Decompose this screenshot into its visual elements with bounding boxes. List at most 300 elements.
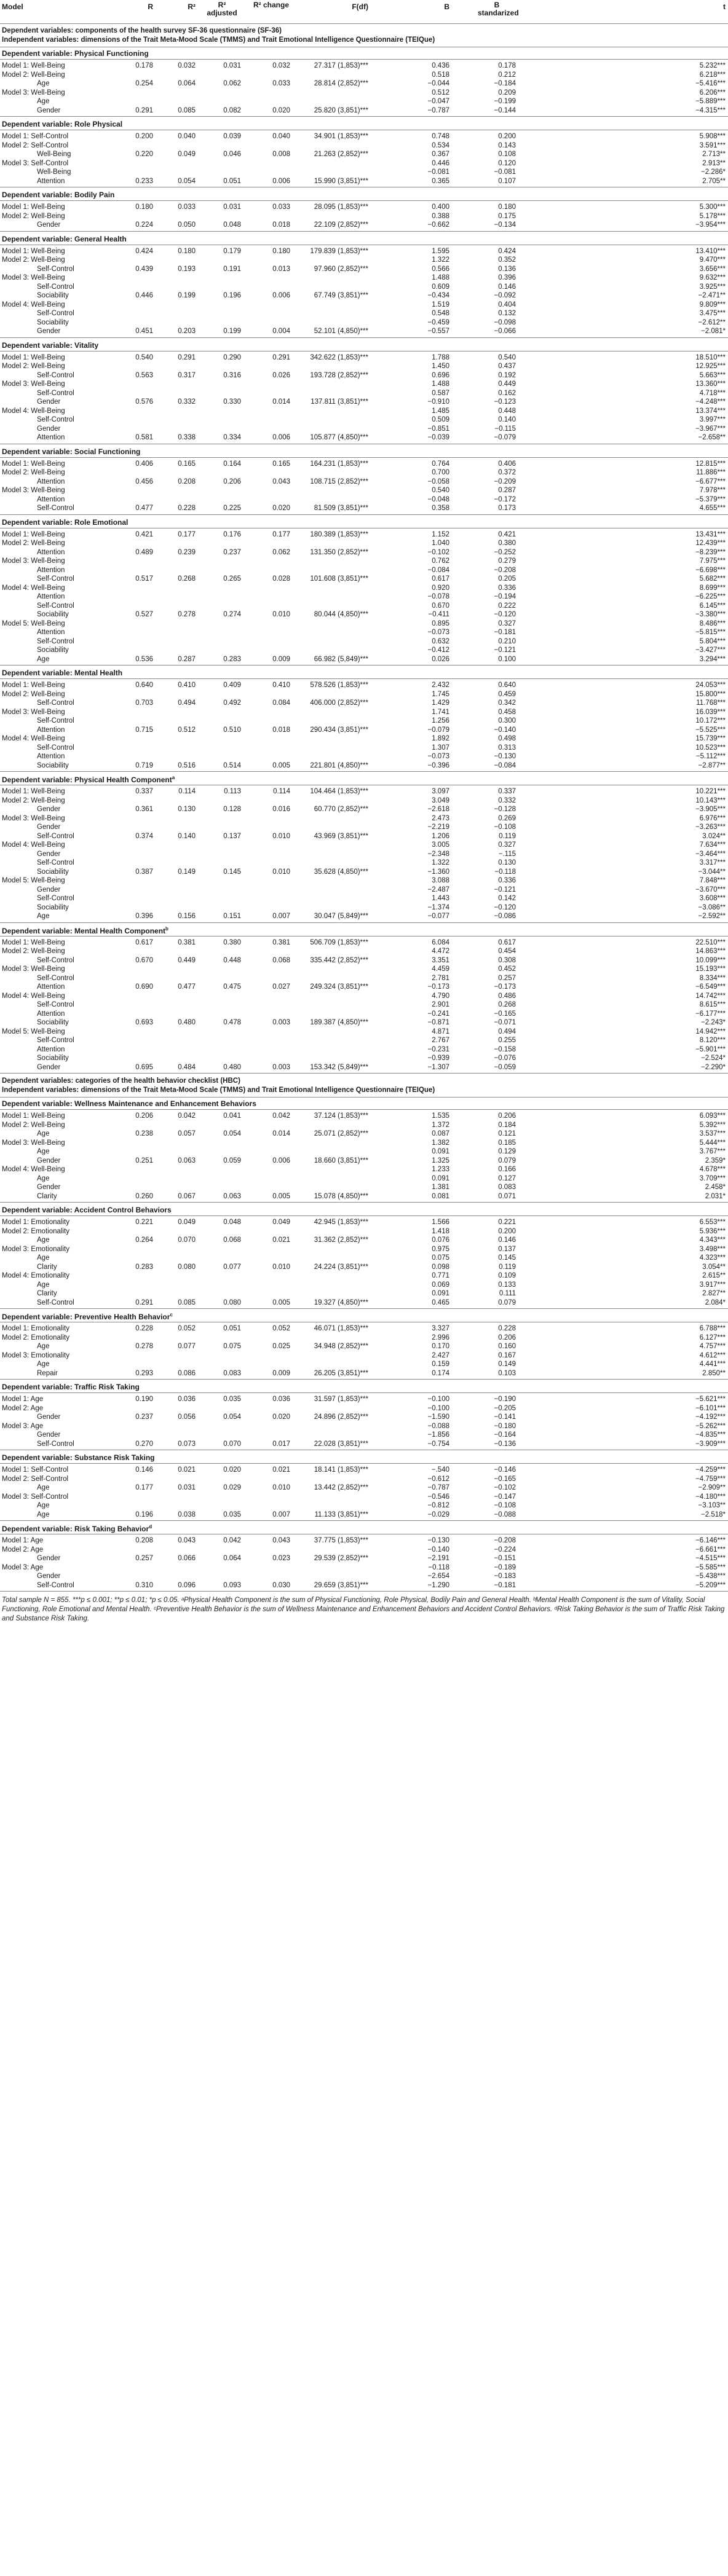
dependent-variable-label bbox=[2, 447, 140, 456]
dependent-variable-text: Dependent variable: Vitality bbox=[2, 340, 99, 350]
cell-value: −5.209*** bbox=[695, 1581, 726, 1589]
cell-value: 0.111 bbox=[499, 1290, 516, 1297]
cell-value: 5.936*** bbox=[699, 1227, 726, 1235]
cell-value: 0.032 bbox=[178, 62, 196, 69]
cell-value: 0.143 bbox=[498, 141, 516, 149]
cell-value: −3.905*** bbox=[695, 806, 726, 813]
cell-value: −0.076 bbox=[494, 1054, 516, 1062]
cell-value: −0.411 bbox=[428, 611, 449, 618]
cell-value: 1.566 bbox=[432, 1219, 449, 1226]
cell-value: 8.615*** bbox=[699, 1001, 726, 1008]
cell-value: 0.166 bbox=[498, 1166, 516, 1173]
cell-value: 0.563 bbox=[135, 371, 153, 379]
cell-value: 0.162 bbox=[498, 389, 516, 397]
cell-value: 153.342 (5,849)*** bbox=[310, 1063, 368, 1071]
row-label: Age bbox=[37, 655, 50, 663]
cell-value: 0.070 bbox=[178, 1236, 196, 1244]
cell-value: 0.010 bbox=[272, 832, 290, 840]
cell-value: 0.145 bbox=[498, 1254, 516, 1262]
dependent-variable-label bbox=[2, 518, 128, 527]
row-label: Model 3: Age bbox=[2, 1422, 44, 1430]
cell-value: 12.815*** bbox=[695, 460, 726, 468]
cell-value: 0.380 bbox=[498, 540, 516, 547]
cell-value: −0.059 bbox=[494, 1063, 516, 1071]
cell-value: −4.315*** bbox=[695, 106, 726, 114]
cell-value: 22.109 (2,852)*** bbox=[314, 221, 368, 229]
cell-value: 0.199 bbox=[223, 328, 241, 335]
cell-value: 0.268 bbox=[178, 575, 196, 583]
cell-value: 0.224 bbox=[135, 221, 153, 229]
row-label: Model 2: Emotionality bbox=[2, 1333, 69, 1341]
cell-value: 0.617 bbox=[432, 575, 449, 583]
dependent-variable-label bbox=[2, 120, 122, 128]
header-cell: B bbox=[444, 2, 449, 11]
cell-value: −2.877** bbox=[698, 761, 726, 769]
cell-value: 0.033 bbox=[272, 80, 290, 87]
rule-line bbox=[0, 1109, 728, 1110]
cell-value: −0.079 bbox=[427, 726, 449, 734]
cell-value: 0.137 bbox=[498, 1245, 516, 1253]
row-label: Model 4: Well-Being bbox=[2, 992, 65, 1000]
cell-value: 2.850** bbox=[702, 1369, 726, 1377]
cell-value: 0.009 bbox=[272, 655, 290, 663]
cell-value: 0.020 bbox=[272, 1413, 290, 1421]
cell-value: −0.812 bbox=[427, 1502, 449, 1509]
cell-value: 15.800*** bbox=[695, 690, 726, 698]
cell-value: 0.057 bbox=[178, 1130, 196, 1137]
row-label: Attention bbox=[37, 434, 65, 441]
cell-value: 0.257 bbox=[498, 974, 516, 982]
cell-value: −0.130 bbox=[427, 1537, 449, 1544]
cell-value: −8.239*** bbox=[695, 548, 726, 556]
row-label: Model 3: Well-Being bbox=[2, 274, 65, 281]
cell-value: 189.387 (4,850)*** bbox=[310, 1019, 368, 1026]
row-label: Model 1: Well-Being bbox=[2, 203, 65, 211]
row-label: Gender bbox=[37, 1063, 61, 1071]
cell-value: 11.133 (3,851)*** bbox=[314, 1510, 368, 1518]
rule-line bbox=[0, 771, 728, 772]
cell-value: 0.068 bbox=[223, 1236, 241, 1244]
row-label: Model 2: Well-Being bbox=[2, 1121, 65, 1129]
cell-value: −3.103** bbox=[698, 1502, 726, 1509]
cell-value: −4.259*** bbox=[695, 1466, 726, 1474]
cell-value: 0.041 bbox=[223, 1112, 241, 1120]
cell-value: 0.109 bbox=[498, 1272, 516, 1279]
row-label: Gender bbox=[37, 398, 61, 406]
row-label: Self-Control bbox=[37, 1037, 74, 1044]
dependent-variable-label bbox=[2, 1206, 172, 1214]
cell-value: −0.208 bbox=[494, 566, 516, 574]
cell-value: 0.083 bbox=[498, 1184, 516, 1191]
cell-value: 15.990 (3,851)*** bbox=[314, 177, 368, 185]
cell-value: 0.136 bbox=[498, 265, 516, 273]
cell-value: 4.441*** bbox=[699, 1361, 726, 1368]
cell-value: 0.054 bbox=[223, 1130, 241, 1137]
rule-line bbox=[0, 1591, 728, 1592]
cell-value: −1.307 bbox=[427, 1063, 449, 1071]
cell-value: 0.005 bbox=[272, 1192, 290, 1200]
cell-value: 0.035 bbox=[223, 1396, 241, 1403]
cell-value: 2.427 bbox=[432, 1351, 449, 1359]
cell-value: 5.444*** bbox=[699, 1139, 726, 1147]
cell-value: −5.889*** bbox=[695, 98, 726, 105]
cell-value: 0.075 bbox=[432, 1254, 449, 1262]
cell-value: −0.047 bbox=[427, 98, 449, 105]
cell-value: 14.863*** bbox=[695, 948, 726, 955]
cell-value: −2.592** bbox=[698, 913, 726, 920]
cell-value: −0.084 bbox=[427, 566, 449, 574]
cell-value: 0.715 bbox=[135, 726, 153, 734]
cell-value: 0.764 bbox=[432, 460, 449, 468]
cell-value: 0.287 bbox=[178, 655, 196, 663]
cell-value: −0.140 bbox=[427, 1545, 449, 1553]
cell-value: 0.108 bbox=[498, 151, 516, 158]
cell-value: 0.536 bbox=[135, 655, 153, 663]
row-label: Model 3: Well-Being bbox=[2, 1139, 65, 1147]
cell-value: −1.590 bbox=[427, 1413, 449, 1421]
cell-value: 0.006 bbox=[272, 292, 290, 299]
cell-value: −0.081 bbox=[427, 168, 449, 176]
cell-value: 0.120 bbox=[498, 159, 516, 167]
cell-value: 13.410*** bbox=[695, 247, 726, 255]
cell-value: 0.527 bbox=[135, 611, 153, 618]
row-label: Attention bbox=[37, 566, 65, 574]
row-label: Model 3: Well-Being bbox=[2, 965, 65, 973]
row-label: Model 1: Age bbox=[2, 1537, 44, 1544]
cell-value: −0.077 bbox=[427, 913, 449, 920]
cell-value: 5.392*** bbox=[699, 1121, 726, 1129]
row-label: Model 2: Emotionality bbox=[2, 1227, 69, 1235]
cell-value: 0.451 bbox=[135, 328, 153, 335]
row-label: Model 2: Well-Being bbox=[2, 796, 65, 804]
cell-value: 3.088 bbox=[432, 877, 449, 884]
row-label: Gender bbox=[37, 886, 61, 893]
row-label: Self-Control bbox=[37, 283, 74, 291]
cell-value: 16.039*** bbox=[695, 708, 726, 716]
cell-value: 0.265 bbox=[223, 575, 241, 583]
cell-value: 97.960 (2,852)*** bbox=[314, 265, 368, 273]
cell-value: −0.136 bbox=[494, 1440, 516, 1448]
cell-value: 0.381 bbox=[272, 938, 290, 946]
cell-value: −0.546 bbox=[427, 1493, 449, 1501]
cell-value: 0.164 bbox=[223, 460, 241, 468]
cell-value: 2.901 bbox=[432, 1001, 449, 1008]
cell-value: 0.038 bbox=[178, 1510, 196, 1518]
cell-value: 31.597 (1,853)*** bbox=[314, 1396, 368, 1403]
cell-value: 4.790 bbox=[432, 992, 449, 1000]
cell-value: 0.032 bbox=[272, 62, 290, 69]
row-label: Age bbox=[37, 1484, 50, 1491]
cell-value: −0.121 bbox=[494, 646, 516, 654]
cell-value: −0.098 bbox=[494, 318, 516, 326]
cell-value: 0.192 bbox=[498, 371, 516, 379]
cell-value: −0.871 bbox=[427, 1019, 449, 1026]
cell-value: 0.076 bbox=[432, 1236, 449, 1244]
cell-value: −0.118 bbox=[494, 868, 516, 876]
cell-value: 0.205 bbox=[498, 575, 516, 583]
row-label: Attention bbox=[37, 1010, 65, 1018]
row-label: Self-Control bbox=[37, 1001, 74, 1008]
cell-value: 0.177 bbox=[178, 530, 196, 538]
row-label: Gender bbox=[37, 328, 61, 335]
cell-value: 0.018 bbox=[272, 726, 290, 734]
cell-value: 0.771 bbox=[432, 1272, 449, 1279]
row-label: Self-Control bbox=[37, 699, 74, 707]
header-cell: R bbox=[148, 2, 153, 11]
cell-value: 0.477 bbox=[178, 983, 196, 991]
row-label: Model 4: Well-Being bbox=[2, 407, 65, 415]
cell-value: 2.031* bbox=[705, 1192, 726, 1200]
cell-value: −1.856 bbox=[427, 1431, 449, 1439]
cell-value: 0.165 bbox=[178, 460, 196, 468]
cell-value: 0.180 bbox=[498, 203, 516, 211]
row-label: Attention bbox=[37, 548, 65, 556]
cell-value: 578.526 (1,853)*** bbox=[310, 681, 368, 689]
cell-value: 406.000 (2,852)*** bbox=[310, 699, 368, 707]
cell-value: 0.005 bbox=[272, 1298, 290, 1306]
row-label: Attention bbox=[37, 477, 65, 485]
cell-value: 0.337 bbox=[498, 788, 516, 795]
cell-value: 3.097 bbox=[432, 788, 449, 795]
header-cell: t bbox=[723, 2, 726, 11]
row-label: Self-Control bbox=[37, 416, 74, 423]
cell-value: −0.199 bbox=[494, 98, 516, 105]
cell-value: 0.317 bbox=[178, 371, 196, 379]
cell-value: 13.442 (2,852)*** bbox=[314, 1484, 368, 1491]
cell-value: 0.446 bbox=[432, 159, 449, 167]
row-label: Sociability bbox=[37, 1019, 69, 1026]
cell-value: −0.183 bbox=[494, 1573, 516, 1580]
cell-value: 10.143*** bbox=[695, 796, 726, 804]
cell-value: −0.208 bbox=[494, 1537, 516, 1544]
rule-line bbox=[0, 59, 728, 60]
cell-value: 52.101 (4,850)*** bbox=[314, 328, 368, 335]
cell-value: 0.203 bbox=[178, 328, 196, 335]
cell-value: 0.059 bbox=[223, 1156, 241, 1164]
cell-value: 2.781 bbox=[432, 974, 449, 982]
cell-value: 0.251 bbox=[135, 1156, 153, 1164]
cell-value: 0.406 bbox=[135, 460, 153, 468]
cell-value: 0.514 bbox=[223, 761, 241, 769]
cell-value: −0.108 bbox=[494, 1502, 516, 1509]
cell-value: 10.221*** bbox=[695, 788, 726, 795]
cell-value: −2.654 bbox=[427, 1573, 449, 1580]
cell-value: 0.693 bbox=[135, 1019, 153, 1026]
cell-value: 5.682*** bbox=[699, 575, 726, 583]
cell-value: 0.026 bbox=[272, 371, 290, 379]
cell-value: 0.478 bbox=[223, 1019, 241, 1026]
cell-value: 0.361 bbox=[135, 806, 153, 813]
cell-value: 0.085 bbox=[178, 106, 196, 114]
row-label: Model 1: Well-Being bbox=[2, 938, 65, 946]
cell-value: 0.695 bbox=[135, 1063, 153, 1071]
cell-value: 0.975 bbox=[432, 1245, 449, 1253]
row-label: Model 2: Well-Being bbox=[2, 540, 65, 547]
cell-value: 0.035 bbox=[223, 1510, 241, 1518]
cell-value: −0.128 bbox=[494, 806, 516, 813]
cell-value: 0.077 bbox=[223, 1263, 241, 1271]
cell-value: −0.100 bbox=[427, 1404, 449, 1412]
cell-value: 0.458 bbox=[498, 708, 516, 716]
cell-value: −2.524* bbox=[701, 1054, 726, 1062]
row-label: Model 1: Well-Being bbox=[2, 681, 65, 689]
cell-value: 0.437 bbox=[498, 363, 516, 370]
cell-value: 0.010 bbox=[272, 1263, 290, 1271]
cell-value: 0.206 bbox=[498, 1112, 516, 1120]
cell-value: 0.180 bbox=[135, 203, 153, 211]
cell-value: 22.028 (3,851)*** bbox=[314, 1440, 368, 1448]
row-label: Self-Control bbox=[37, 895, 74, 902]
cell-value: 0.372 bbox=[498, 469, 516, 476]
cell-value: 1.325 bbox=[432, 1156, 449, 1164]
cell-value: −0.130 bbox=[494, 753, 516, 760]
cell-value: 0.031 bbox=[223, 62, 241, 69]
rule-line bbox=[0, 1097, 728, 1098]
cell-value: 0.180 bbox=[178, 247, 196, 255]
cell-value: −0.086 bbox=[494, 913, 516, 920]
cell-value: 0.067 bbox=[178, 1192, 196, 1200]
row-label: Self-Control bbox=[37, 389, 74, 397]
cell-value: −6.101*** bbox=[695, 1404, 726, 1412]
cell-value: −0.073 bbox=[427, 629, 449, 636]
cell-value: 0.459 bbox=[498, 690, 516, 698]
cell-value: 0.632 bbox=[432, 637, 449, 645]
row-label: Self-Control bbox=[37, 575, 74, 583]
header-cell: R² adjusted bbox=[207, 1, 237, 17]
cell-value: 0.014 bbox=[272, 398, 290, 406]
row-label: Gender bbox=[37, 823, 61, 831]
row-label: Model 3: Well-Being bbox=[2, 708, 65, 716]
cell-value: 0.049 bbox=[178, 151, 196, 158]
cell-value: 3.925*** bbox=[699, 283, 726, 291]
cell-value: 0.327 bbox=[498, 619, 516, 627]
cell-value: −0.158 bbox=[494, 1045, 516, 1053]
cell-value: 0.696 bbox=[432, 371, 449, 379]
cell-value: 0.220 bbox=[135, 151, 153, 158]
cell-value: 0.052 bbox=[178, 1325, 196, 1332]
cell-value: 0.498 bbox=[498, 735, 516, 742]
cell-value: 0.064 bbox=[178, 80, 196, 87]
cell-value: 0.257 bbox=[135, 1555, 153, 1562]
cell-value: 0.048 bbox=[223, 221, 241, 229]
cell-value: 0.255 bbox=[498, 1037, 516, 1044]
cell-value: −0.231 bbox=[427, 1045, 449, 1053]
row-label: Clarity bbox=[37, 1263, 57, 1271]
cell-value: 6.976*** bbox=[699, 814, 726, 822]
cell-value: 0.008 bbox=[272, 151, 290, 158]
cell-value: −0.120 bbox=[494, 903, 516, 911]
cell-value: 0.184 bbox=[498, 1121, 516, 1129]
cell-value: 0.023 bbox=[272, 1555, 290, 1562]
cell-value: 0.237 bbox=[135, 1413, 153, 1421]
cell-value: 0.424 bbox=[498, 247, 516, 255]
cell-value: 0.151 bbox=[223, 913, 241, 920]
cell-value: 0.010 bbox=[272, 868, 290, 876]
cell-value: 1.488 bbox=[432, 380, 449, 388]
cell-value: 0.133 bbox=[498, 1281, 516, 1289]
cell-value: 0.512 bbox=[178, 726, 196, 734]
rule-line bbox=[0, 1392, 728, 1393]
cell-value: −0.190 bbox=[494, 1396, 516, 1403]
row-label: Model 2: Age bbox=[2, 1545, 44, 1553]
cell-value: 0.617 bbox=[498, 938, 516, 946]
cell-value: 0.119 bbox=[499, 832, 516, 840]
cell-value: 0.489 bbox=[135, 548, 153, 556]
cell-value: 0.129 bbox=[498, 1148, 516, 1155]
cell-value: 0.027 bbox=[272, 983, 290, 991]
cell-value: −5.379*** bbox=[695, 495, 726, 503]
cell-value: 3.294*** bbox=[699, 655, 726, 663]
cell-value: 1.741 bbox=[432, 708, 449, 716]
rule-line bbox=[0, 1463, 728, 1464]
cell-value: 0.062 bbox=[272, 548, 290, 556]
cell-value: −3.427*** bbox=[695, 646, 726, 654]
cell-value: −3.263*** bbox=[695, 823, 726, 831]
cell-value: 1.256 bbox=[432, 717, 449, 724]
section-heading: Independent variables: dimensions of the Trait Meta-Mood Scale (TMMS) and Trait Emotional Intelligence Questionnaire (TEIQue) bbox=[2, 1086, 435, 1094]
cell-value: 0.228 bbox=[135, 1325, 153, 1332]
cell-value: 0.177 bbox=[135, 1484, 153, 1491]
cell-value: 0.159 bbox=[432, 1361, 449, 1368]
cell-value: 12.925*** bbox=[695, 363, 726, 370]
row-label: Self-Control bbox=[37, 859, 74, 866]
dependent-variable-text: Dependent variable: Physical Functioning bbox=[2, 49, 149, 58]
cell-value: 0.006 bbox=[272, 177, 290, 185]
cell-value: 0.540 bbox=[135, 353, 153, 361]
cell-value: −0.787 bbox=[427, 106, 449, 114]
cell-value: 0.316 bbox=[223, 371, 241, 379]
row-label: Model 3: Well-Being bbox=[2, 557, 65, 565]
cell-value: 0.049 bbox=[272, 1219, 290, 1226]
cell-value: 3.656*** bbox=[699, 265, 726, 273]
cell-value: 7.634*** bbox=[699, 841, 726, 849]
cell-value: −0.184 bbox=[494, 80, 516, 87]
row-label: Gender bbox=[37, 1156, 61, 1164]
cell-value: 0.279 bbox=[498, 557, 516, 565]
cell-value: 0.254 bbox=[135, 80, 153, 87]
cell-value: −0.108 bbox=[494, 823, 516, 831]
cell-value: 0.004 bbox=[272, 328, 290, 335]
cell-value: 0.367 bbox=[432, 151, 449, 158]
cell-value: 4.459 bbox=[432, 965, 449, 973]
cell-value: 0.146 bbox=[135, 1466, 153, 1474]
cell-value: 0.480 bbox=[223, 1063, 241, 1071]
cell-value: 1.322 bbox=[432, 859, 449, 866]
row-label: Sociability bbox=[37, 646, 69, 654]
cell-value: −4.835*** bbox=[695, 1431, 726, 1439]
row-label: Sociability bbox=[37, 761, 69, 769]
cell-value: 0.703 bbox=[135, 699, 153, 707]
cell-value: −2.219 bbox=[427, 823, 449, 831]
cell-value: 0.278 bbox=[135, 1343, 153, 1350]
cell-value: 0.036 bbox=[272, 1396, 290, 1403]
cell-value: 0.149 bbox=[498, 1361, 516, 1368]
cell-value: 179.839 (1,853)*** bbox=[310, 247, 368, 255]
cell-value: 3.498*** bbox=[699, 1245, 726, 1253]
cell-value: 0.264 bbox=[135, 1236, 153, 1244]
row-label: Sociability bbox=[37, 1054, 69, 1062]
cell-value: −0.088 bbox=[494, 1510, 516, 1518]
dependent-variable-label bbox=[2, 1312, 173, 1321]
row-label: Well-Being bbox=[37, 168, 71, 176]
cell-value: 0.283 bbox=[223, 655, 241, 663]
cell-value: 22.510*** bbox=[695, 938, 726, 946]
cell-value: 42.945 (1,853)*** bbox=[314, 1219, 368, 1226]
cell-value: −0.612 bbox=[427, 1475, 449, 1483]
cell-value: 0.424 bbox=[135, 247, 153, 255]
cell-value: 0.291 bbox=[135, 106, 153, 114]
cell-value: −3.380*** bbox=[695, 611, 726, 618]
